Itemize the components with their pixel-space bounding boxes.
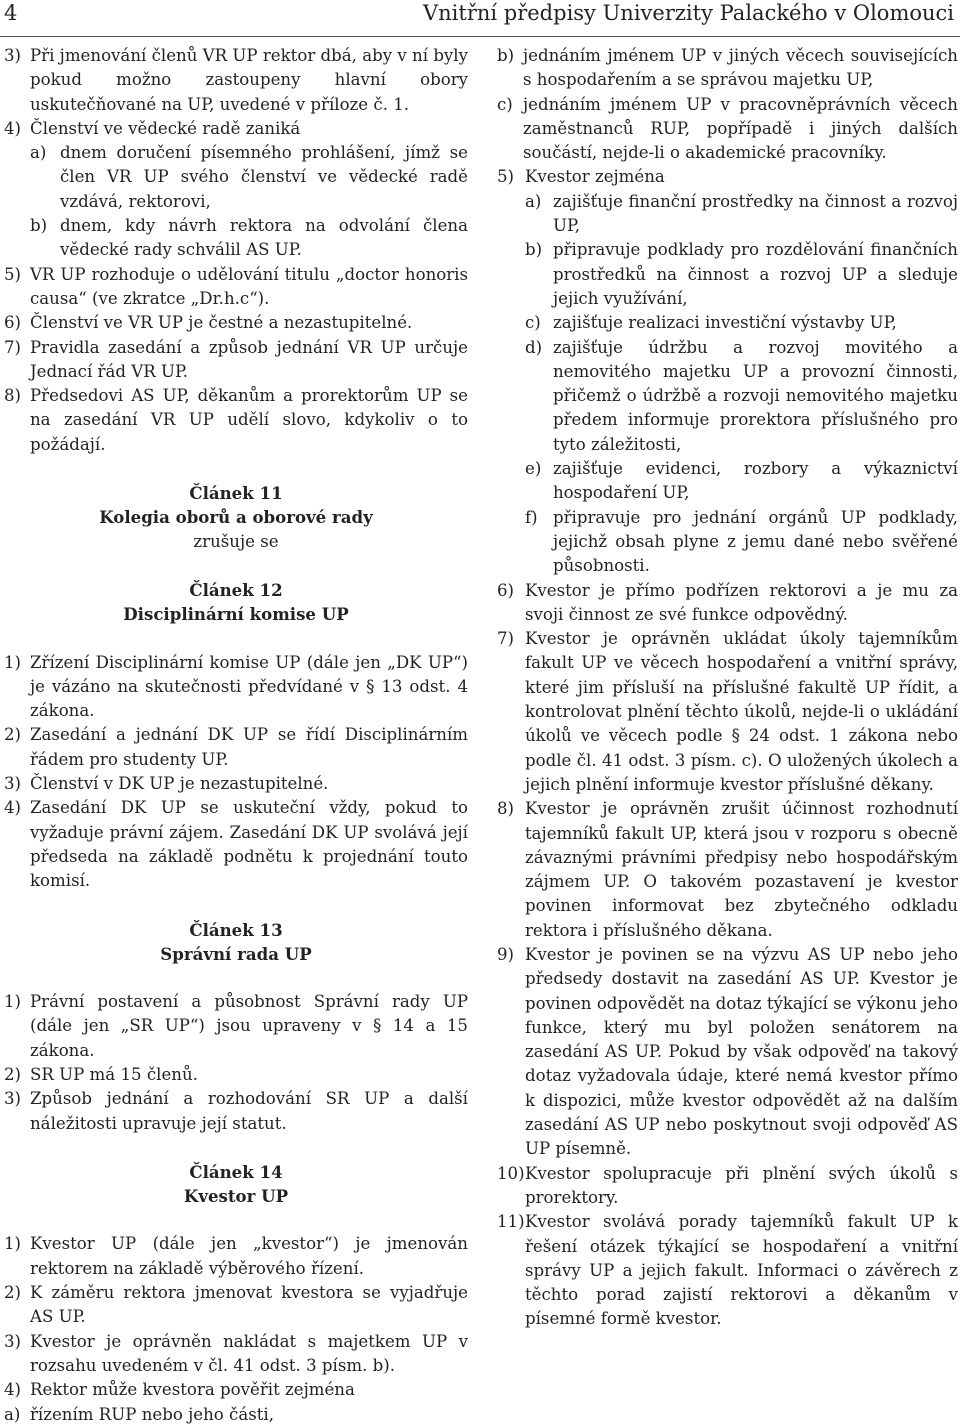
subparagraph — [497, 336, 958, 457]
spacer — [4, 894, 468, 918]
paragraph-text: Pravidla zasedání a způsob jednání VR UP určuje Jednací řád VR UP. — [30, 337, 468, 381]
subparagraph-letter: b) — [497, 46, 515, 65]
article-title: Disciplinární komise UP — [123, 604, 349, 625]
subparagraph-letter: e) — [525, 459, 542, 479]
subparagraph — [497, 238, 958, 311]
spacer — [4, 457, 468, 481]
paragraph-number: 4) — [4, 798, 22, 818]
paragraph — [4, 651, 468, 724]
subparagraph — [497, 506, 958, 579]
paragraph-text: Kvestor spolupracuje při plnění svých úkolů s prorektory. — [525, 1163, 958, 1207]
paragraph — [4, 336, 468, 385]
paragraph — [4, 117, 468, 141]
paragraph — [4, 1087, 468, 1136]
article-14-heading — [4, 1160, 468, 1209]
subparagraph-letter: a) — [30, 143, 47, 163]
subparagraph — [497, 44, 958, 93]
running-title: Vnitřní předpisy Univerzity Palackého v Olomouci — [422, 1, 954, 25]
paragraph — [4, 723, 468, 772]
article-13-heading — [4, 918, 468, 967]
subparagraph-text: připravuje podklady pro rozdělování finančních prostředků na činnost a rozvoj UP a sleduje jejich využívání, — [553, 240, 958, 308]
paragraph-text: Členství v DK UP je nezastupitelné. — [30, 774, 329, 794]
paragraph-text: K záměru rektora jmenovat kvestora se vyjadřuje AS UP. — [30, 1283, 468, 1327]
paragraph-text: Zasedání DK UP se uskuteční vždy, pokud to vyžaduje právní zájem. Zasedání DK UP svolává její předseda na základě podnětu k projednání touto komisí. — [30, 798, 468, 891]
paragraph — [4, 990, 468, 1063]
spacer — [4, 1136, 468, 1160]
paragraph — [4, 311, 468, 335]
subparagraph-letter: c) — [525, 313, 541, 333]
paragraph-text: Předsedovi AS UP, děkanům a prorektorům UP se na zasedání VR UP udělí slovo, kdykoliv o to požádají. — [30, 386, 468, 454]
subparagraph-letter: d) — [525, 337, 543, 357]
paragraph-number: 9) — [497, 944, 515, 964]
paragraph — [4, 796, 468, 893]
paragraph — [4, 263, 468, 312]
paragraph-text: Rektor může kvestora pověřit zejména — [30, 1380, 355, 1400]
paragraph — [497, 1162, 958, 1211]
article-note: zrušuje se — [193, 531, 279, 551]
paragraph-number: 1) — [4, 1234, 22, 1254]
paragraph-text: Způsob jednání a rozhodování SR UP a další náležitosti upravuje její statut. — [30, 1089, 468, 1133]
paragraph — [497, 627, 958, 797]
paragraph-text: Kvestor UP (dále jen „kvestor“) je jmenován rektorem na základě výběrového řízení. — [30, 1234, 468, 1278]
paragraph — [497, 797, 958, 943]
paragraph-number: 8) — [497, 799, 515, 819]
paragraph-number: 8) — [4, 386, 22, 406]
paragraph-number: 5) — [4, 264, 22, 284]
paragraph — [497, 1210, 958, 1331]
subparagraph — [4, 214, 468, 263]
paragraph-number: 10) — [497, 1163, 525, 1183]
paragraph-number: 3) — [4, 46, 22, 65]
paragraph-text: VR UP rozhoduje o udělování titulu „doctor honoris causa“ (ve zkratce „Dr.h.c“). — [30, 264, 468, 308]
paragraph-text: Členství ve vědecké radě zaniká — [30, 118, 301, 138]
subparagraph-letter: a) — [525, 191, 542, 211]
paragraph — [497, 943, 958, 1162]
paragraph-text: Kvestor je oprávněn nakládat s majetkem UP v rozsahu uvedeném v čl. 41 odst. 3 písm. b). — [30, 1331, 468, 1375]
paragraph-text: Kvestor zejména — [525, 167, 665, 187]
paragraph-text: Právní postavení a působnost Správní rady UP (dále jen „SR UP“) jsou upraveny v § 14 a 15 zákona. — [30, 992, 468, 1060]
paragraph-number: 1) — [4, 652, 22, 672]
paragraph-number: 2) — [4, 1064, 22, 1084]
subparagraph-letter: c) — [497, 94, 513, 114]
subparagraph-text: řízením RUP nebo jeho části, — [30, 1404, 274, 1424]
subparagraph — [497, 457, 958, 506]
paragraph-number: 6) — [4, 313, 22, 333]
paragraph-text: Zřízení Disciplinární komise UP (dále jen „DK UP“) je vázáno na skutečnosti předvídané v § 13 odst. 4 zákona. — [30, 652, 468, 721]
paragraph-number: 6) — [497, 580, 515, 600]
subparagraph-text: jednáním jménem UP v jiných věcech souvisejících s hospodařením a se správou majetku UP, — [523, 46, 958, 90]
subparagraph-text: připravuje pro jednání orgánů UP podklady, jejichž obsah plyne z jemu dané nebo svěřené působnosti. — [553, 507, 958, 576]
article-label: Článek 14 — [189, 1161, 283, 1182]
paragraph — [4, 384, 468, 457]
article-label: Článek 12 — [189, 579, 283, 600]
paragraph — [4, 772, 468, 796]
subparagraph — [4, 1403, 468, 1427]
subparagraph-letter: b) — [525, 240, 543, 260]
spacer — [4, 627, 468, 651]
paragraph-number: 3) — [4, 1331, 22, 1351]
paragraph-number: 2) — [4, 725, 22, 745]
paragraph-text: Kvestor je povinen se na výzvu AS UP nebo jeho předsedy dostavit na zasedání AS UP. Kvestor je povinen odpovědět na dotaz týkající se výkonu jeho funkce, který mu byl položen senátorem na zasedání AS UP. Pokud by však odpověď na takový dotaz vyžadovala údaje, které nemá kvestor přímo k dispozici, může kvestor odpovědět až na dalším zasedání AS UP nebo poskytnout svoji odpověď AS UP písemně. — [525, 944, 958, 1159]
subparagraph-text: zajišťuje finanční prostředky na činnost a rozvoj UP, — [553, 191, 958, 236]
subparagraph-text: zajišťuje údržbu a rozvoj movitého a nemovitého majetku UP a provozní činnosti, přičemž o údržbě a rozvoji nemovitého majetku předem informuje prorektora příslušného pro tyto záležitosti, — [553, 337, 958, 454]
paragraph-number: 7) — [4, 337, 22, 357]
subparagraph — [4, 141, 468, 214]
paragraph-number: 11) — [497, 1212, 525, 1232]
paragraph-number: 3) — [4, 1089, 22, 1109]
paragraph-number: 3) — [4, 774, 22, 794]
paragraph — [4, 1232, 468, 1281]
subparagraph-text: zajišťuje evidenci, rozbory a výkaznictví hospodaření UP, — [553, 459, 958, 503]
paragraph-text: Kvestor svolává porady tajemníků fakult UP k řešení otázek týkající se hospodaření a vnitřní správy UP a jejich fakult. Informaci o závěrech z těchto porad zajistí rektorovi a děkanům v písemné formě kvestor. — [525, 1212, 958, 1329]
paragraph-text: Při jmenování členů VR UP rektor dbá, aby v ní byly pokud možno zastoupeny hlavní obory uskutečňované na UP, uvedené v příloze č. 1. — [30, 46, 468, 114]
article-label: Článek 13 — [189, 919, 283, 940]
paragraph-text: Členství ve VR UP je čestné a nezastupitelné. — [30, 313, 413, 333]
paragraph-number: 1) — [4, 992, 22, 1012]
paragraph — [497, 165, 958, 189]
paragraph-text: Kvestor je oprávněn zrušit účinnost rozhodnutí tajemníků fakult UP, která jsou v rozporu s obecně závaznými právními předpisy nebo hospodářským zájmem UP. O takovém pozastavení je kvestor povinen informovat bez zbytečného odkladu rektora i příslušného děkana. — [525, 799, 958, 940]
right-column — [497, 44, 958, 1332]
article-title: Správní rada UP — [160, 943, 312, 964]
subparagraph-text: dnem, kdy návrh rektora na odvolání člena vědecké rady schválil AS UP. — [60, 216, 468, 260]
paragraph — [4, 1063, 468, 1087]
paragraph-number: 4) — [4, 1380, 22, 1400]
paragraph — [4, 44, 468, 117]
paragraph-number: 2) — [4, 1283, 22, 1303]
article-12-heading — [4, 578, 468, 627]
paragraph-number: 7) — [497, 629, 515, 649]
paragraph-text: SR UP má 15 členů. — [30, 1064, 198, 1084]
subparagraph-text: dnem doručení písemného prohlášení, jímž se člen VR UP svého členství ve vědecké radě vzdává, rektorovi, — [60, 143, 468, 211]
article-title: Kolegia oborů a oborové rady — [99, 507, 373, 528]
subparagraph-text: jednáním jménem UP v pracovněprávních věcech zaměstnanců RUP, popřípadě i jiných dalších součástí, nejde-li o akademické pracovníky. — [523, 94, 958, 163]
article-11-heading — [4, 481, 468, 554]
page-number: 4 — [4, 1, 18, 25]
left-column — [4, 44, 468, 1427]
article-title: Kvestor UP — [183, 1186, 289, 1207]
spacer — [4, 1208, 468, 1232]
subparagraph — [497, 190, 958, 239]
paragraph-text: Kvestor je oprávněn ukládat úkoly tajemníkům fakult UP ve věcech hospodaření a vnitřní správy, které jim přísluší na příslušné fakultě UP řídit, a kontrolovat plnění těchto úkolů, nejde-li o ukládání úkolů ve věcech podle § 24 odst. 1 zákona nebo podle čl. 41 odst. 3 písm. c). O uložených úkolech a jejich plnění informuje kvestor příslušné děkany. — [525, 629, 958, 794]
paragraph — [4, 1330, 468, 1379]
spacer — [4, 554, 468, 578]
subparagraph-letter: f) — [525, 507, 538, 527]
subparagraph-letter: b) — [30, 216, 48, 236]
subparagraph-letter: a) — [4, 1404, 21, 1424]
paragraph-number: 5) — [497, 167, 515, 187]
spacer — [4, 966, 468, 990]
subparagraph — [497, 93, 958, 166]
paragraph — [497, 579, 958, 628]
paragraph-number: 4) — [4, 118, 22, 138]
paragraph-text: Kvestor je přímo podřízen rektorovi a je mu za svoji činnost ze své funkce odpovědný. — [525, 580, 958, 624]
page-header — [0, 0, 960, 37]
article-label: Článek 11 — [189, 483, 283, 504]
paragraph — [4, 1281, 468, 1330]
paragraph-text: Zasedání a jednání DK UP se řídí Disciplinárním řádem pro studenty UP. — [30, 725, 468, 769]
subparagraph-text: zajišťuje realizaci investiční výstavby UP, — [553, 313, 897, 333]
subparagraph — [497, 311, 958, 335]
paragraph — [4, 1378, 468, 1402]
